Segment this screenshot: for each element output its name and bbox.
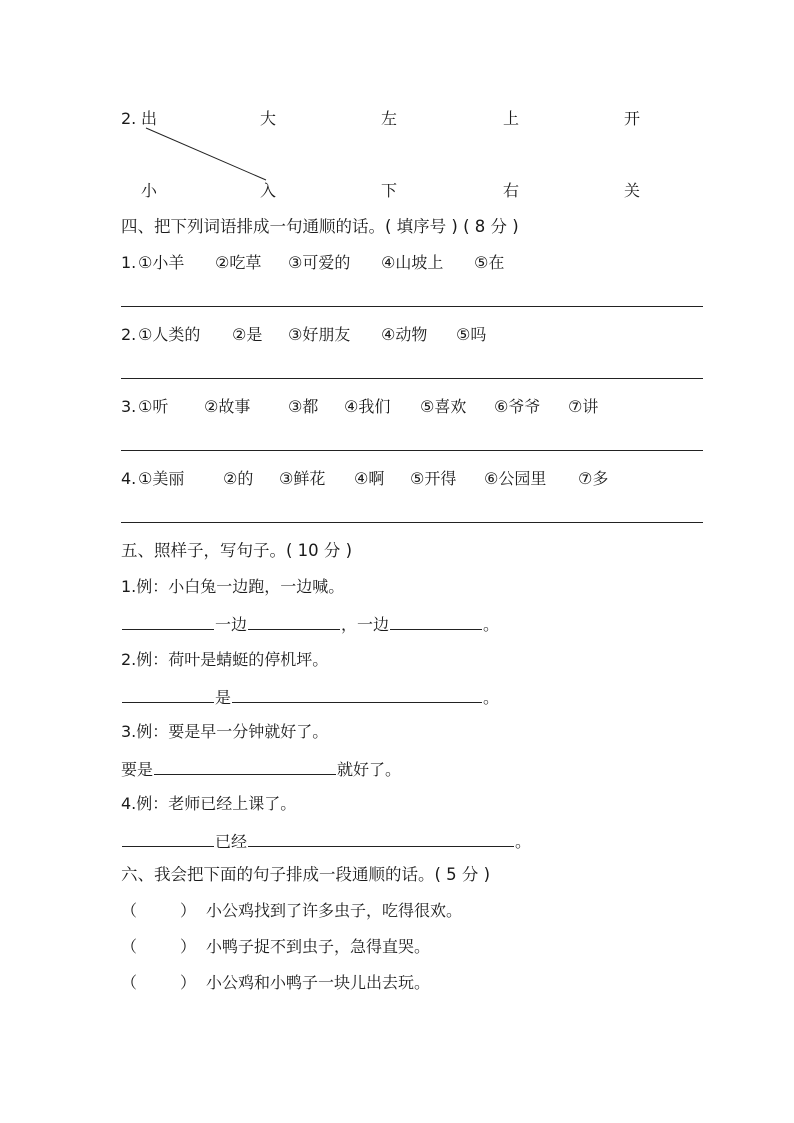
word-option: ②故事: [204, 397, 251, 416]
order-paren-open: （: [121, 937, 138, 956]
order-input[interactable]: [145, 973, 185, 993]
answer-line[interactable]: [121, 306, 703, 307]
section5-title: 五、照样子，写句子。( 10 分 ): [121, 541, 353, 560]
item-number: 2.: [121, 325, 137, 344]
word-option: ⑤吗: [456, 325, 487, 344]
answer-line[interactable]: [121, 522, 703, 523]
order-paren-close: ）: [180, 937, 197, 956]
word-option: ⑤开得: [410, 469, 457, 488]
blank[interactable]: [154, 758, 336, 775]
matching-top-word: 左: [381, 109, 398, 128]
fill-sentence: [121, 758, 401, 780]
sentence-text: 就好了。: [337, 760, 402, 779]
sentence-text: ，一边: [341, 615, 390, 634]
word-option: ③鲜花: [279, 469, 326, 488]
word-option: ⑦多: [578, 469, 609, 488]
word-option: ④动物: [381, 325, 428, 344]
matching-bottom-word: 下: [381, 181, 398, 200]
word-option: ③都: [288, 397, 319, 416]
order-paren-close: ）: [180, 901, 197, 920]
example-sentence: 2.例：荷叶是蜻蜓的停机坪。: [121, 650, 329, 669]
word-option: ②吃草: [215, 253, 262, 272]
fill-sentence: [121, 686, 499, 708]
word-option: ⑦讲: [568, 397, 599, 416]
sentence-text: 已经: [215, 832, 248, 851]
answer-line[interactable]: [121, 450, 703, 451]
example-sentence: 4.例：老师已经上课了。: [121, 794, 297, 813]
matching-top-word: 上: [503, 109, 520, 128]
word-option: ⑥公园里: [484, 469, 547, 488]
example-sentence: 1.例：小白兔一边跑，一边喊。: [121, 577, 345, 596]
blank[interactable]: [248, 613, 340, 630]
answer-line[interactable]: [121, 378, 703, 379]
ordering-sentence: 小公鸡找到了许多虫子，吃得很欢。: [206, 901, 463, 920]
blank[interactable]: [122, 613, 214, 630]
sentence-text: 。: [483, 615, 500, 634]
word-option: ②的: [223, 469, 254, 488]
order-paren-open: （: [121, 973, 138, 992]
word-option: ③好朋友: [288, 325, 351, 344]
sentence-text: 是: [215, 688, 232, 707]
blank[interactable]: [122, 830, 214, 847]
matching-bottom-word: 右: [503, 181, 520, 200]
blank[interactable]: [232, 686, 482, 703]
ordering-sentence: 小公鸡和小鸭子一块儿出去玩。: [206, 973, 431, 992]
word-option: ④啊: [354, 469, 385, 488]
order-paren-close: ）: [180, 973, 197, 992]
fill-sentence: [121, 613, 499, 635]
order-input[interactable]: [145, 901, 185, 921]
matching-bottom-word: 关: [624, 181, 641, 200]
blank[interactable]: [390, 613, 482, 630]
blank[interactable]: [248, 830, 514, 847]
item-number: 3.: [121, 397, 137, 416]
sentence-text: 要是: [121, 760, 154, 779]
matching-bottom-word: 小: [141, 181, 158, 200]
matching-bottom-word: 入: [260, 181, 277, 200]
order-paren-open: （: [121, 901, 138, 920]
sentence-text: 。: [483, 688, 500, 707]
ordering-sentence: 小鸭子捉不到虫子，急得直哭。: [206, 937, 431, 956]
word-option: ⑥爷爷: [494, 397, 541, 416]
section6-title: 六、我会把下面的句子排成一段通顺的话。( 5 分 ): [121, 865, 491, 884]
section4-title: 四、把下列词语排成一句通顺的话。( 填序号 ) ( 8 分 ): [121, 217, 519, 236]
item-number: 4.: [121, 469, 137, 488]
word-option: ⑤喜欢: [420, 397, 467, 416]
word-option: ③可爱的: [288, 253, 351, 272]
order-input[interactable]: [145, 937, 185, 957]
item-number: 1.: [121, 253, 137, 272]
word-option: ⑤在: [474, 253, 505, 272]
word-option: ④山坡上: [381, 253, 444, 272]
matching-top-word: 大: [260, 109, 277, 128]
sentence-text: 一边: [215, 615, 248, 634]
word-option: ①听: [138, 397, 169, 416]
matching-number: 2.: [121, 109, 137, 128]
word-option: ①小羊: [138, 253, 185, 272]
matching-top-word: 出: [141, 109, 158, 128]
fill-sentence: [121, 830, 531, 852]
matching-top-word: 开: [624, 109, 641, 128]
blank[interactable]: [122, 686, 214, 703]
word-option: ④我们: [344, 397, 391, 416]
word-option: ①美丽: [138, 469, 185, 488]
word-option: ②是: [232, 325, 263, 344]
sentence-text: 。: [515, 832, 532, 851]
example-sentence: 3.例：要是早一分钟就好了。: [121, 722, 329, 741]
word-option: ①人类的: [138, 325, 201, 344]
